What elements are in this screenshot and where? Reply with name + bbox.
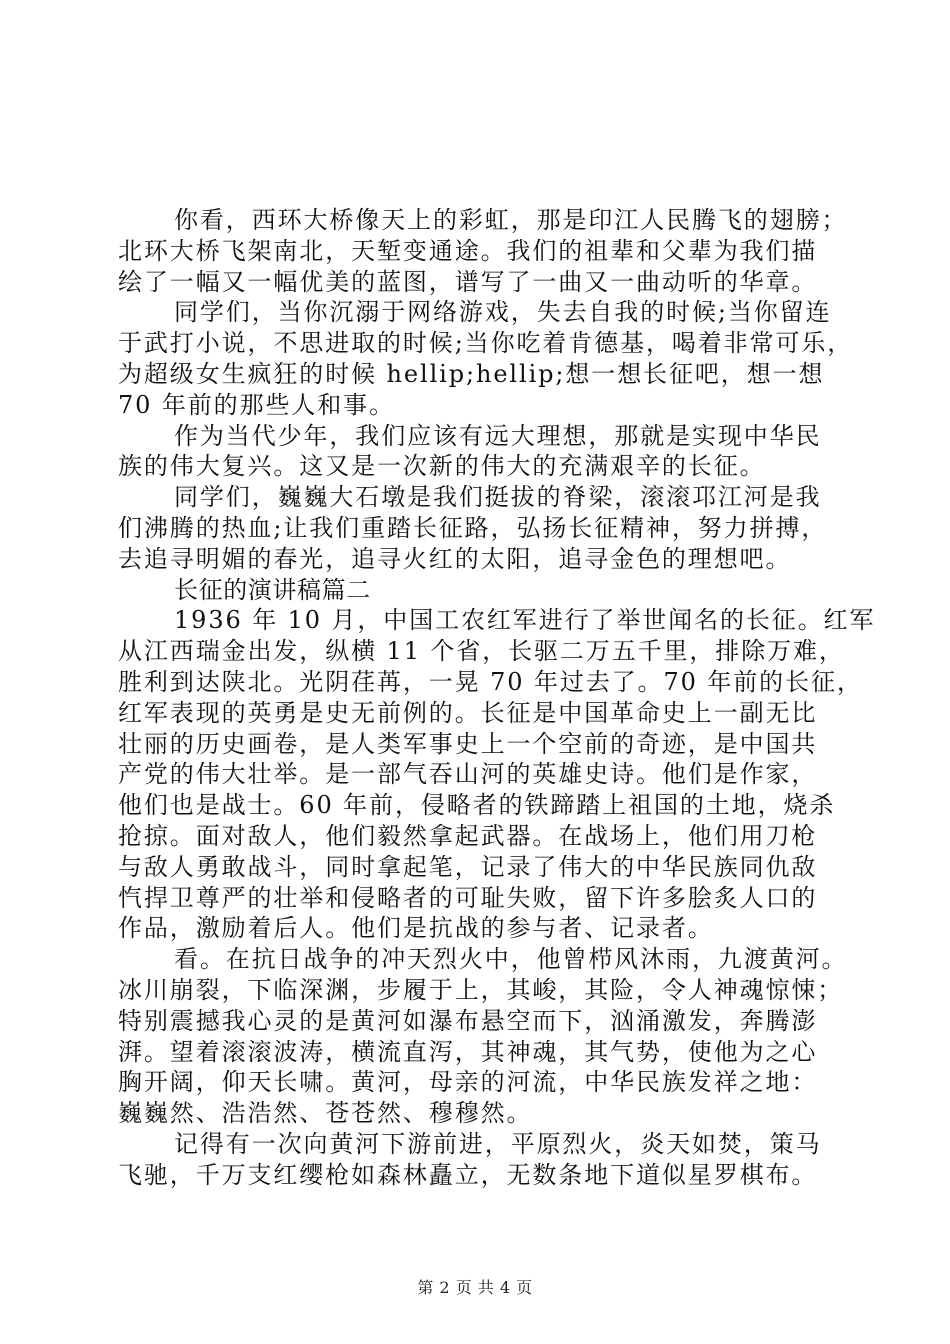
text-line: 特别震撼我心灵的是黄河如瀑布悬空而下，汹涌激发，奔腾澎 — [118, 1006, 818, 1035]
text-line: 们沸腾的热血;让我们重踏长征路，弘扬长征精神，努力拼搏， — [118, 513, 828, 542]
text-line: 产党的伟大壮举。是一部气吞山河的英雄史诗。他们是作家， — [118, 760, 818, 789]
page-footer: 第 2 页 共 4 页 — [417, 1278, 533, 1297]
text-line: 看。在抗日战争的冲天烈火中，他曾栉风沐雨，九渡黄河。 — [174, 945, 848, 974]
text-line: 绘了一幅又一幅优美的蓝图，谱写了一曲又一曲动听的华章。 — [118, 267, 818, 296]
text-line: 巍巍然、浩浩然、苍苍然、穆穆然。 — [118, 1099, 533, 1128]
text-line: 红军表现的英勇是史无前例的。长征是中国革命史上一副无比 — [118, 698, 818, 727]
text-line: 冰川崩裂，下临深渊，步履于上，其峻，其险，令人神魂惊悚； — [118, 975, 844, 1004]
text-line: 记得有一次向黄河下游前进，平原烈火，炎天如焚，策马 — [174, 1129, 822, 1158]
text-line: 为超级女生疯狂的时候 hellip;hellip;想一想长征吧，想一想 — [118, 359, 825, 388]
text-line: 壮丽的历史画卷，是人类军事史上一个空前的奇迹，是中国共 — [118, 729, 818, 758]
text-line: 作为当代少年，我们应该有远大理想，那就是实现中华民 — [174, 421, 822, 450]
document-body — [118, 205, 876, 1191]
text-line: 1936 年 10 月，中国工农红军进行了举世闻名的长征。红军 — [174, 606, 876, 635]
text-line: 从江西瑞金出发，纵横 11 个省，长驱二万五千里，排除万难， — [118, 637, 845, 666]
text-line: 同学们，巍巍大石墩是我们挺拔的脊梁，滚滚邛江河是我 — [174, 483, 822, 512]
text-line: 抢掠。面对敌人，他们毅然拿起武器。在战场上，他们用刀枪 — [118, 821, 818, 850]
text-line: 族的伟大复兴。这又是一次新的伟大的充满艰辛的长征。 — [118, 452, 766, 481]
text-line: 同学们，当你沉溺于网络游戏，失去自我的时候;当你留连 — [174, 298, 832, 327]
text-line: 飞驰，千万支红缨枪如森林矗立，无数条地下道似星罗棋布。 — [118, 1160, 818, 1189]
section-heading: 长征的演讲稿篇二 — [174, 575, 371, 604]
text-line: 胜利到达陕北。光阴荏苒，一晃 70 年过去了。70 年前的长征， — [118, 667, 863, 696]
text-line: 与敌人勇敢战斗，同时拿起笔，记录了伟大的中华民族同仇敌 — [118, 852, 818, 881]
text-line: 忾捍卫尊严的壮举和侵略者的可耻失败，留下许多脍炙人口的 — [118, 883, 818, 912]
text-line: 去追寻明媚的春光，追寻火红的太阳，追寻金色的理想吧。 — [118, 544, 792, 573]
text-line: 70 年前的那些人和事。 — [118, 390, 395, 419]
text-line: 你看，西环大桥像天上的彩虹，那是印江人民腾飞的翅膀； — [174, 206, 848, 234]
text-line: 北环大桥飞架南北，天堑变通途。我们的祖辈和父辈为我们描 — [118, 236, 818, 265]
text-line: 湃。望着滚滚波涛，横流直泻，其神魂，其气势，使他为之心 — [118, 1037, 818, 1066]
text-line: 胸开阔，仰天长啸。黄河，母亲的河流，中华民族发祥之地： — [118, 1068, 818, 1097]
text-line: 于武打小说，不思进取的时候;当你吃着肯德基，喝着非常可乐， — [118, 329, 854, 358]
text-line: 作品，激励着后人。他们是抗战的参与者、记录者。 — [118, 914, 714, 943]
text-line: 他们也是战士。60 年前，侵略者的铁蹄踏上祖国的土地，烧杀 — [118, 791, 836, 820]
